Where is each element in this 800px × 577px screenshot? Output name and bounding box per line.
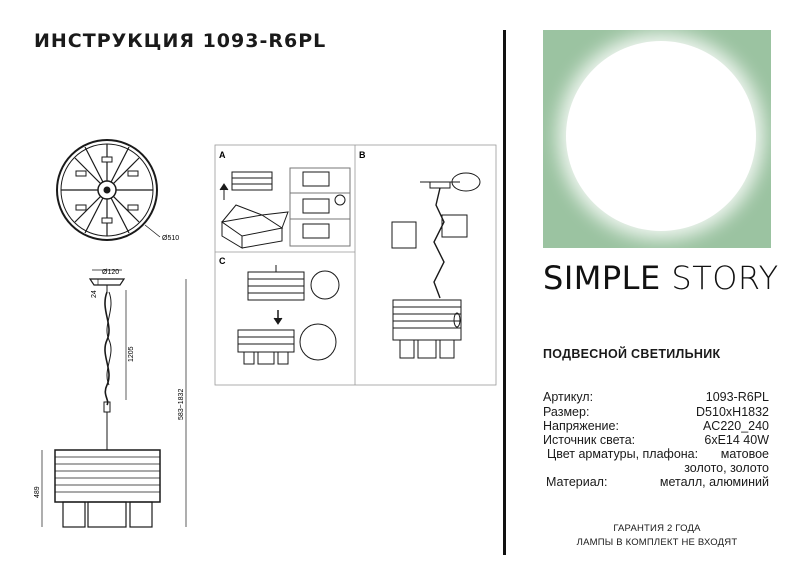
diameter-label: Ø510 — [162, 235, 180, 242]
spec-key: Цвет арматуры, плафона: — [547, 447, 699, 461]
shade-height-label: 489 — [34, 486, 41, 498]
panel-a-illustration — [220, 168, 350, 248]
brand-part2: STORY — [671, 259, 779, 297]
brand-logo — [543, 259, 779, 297]
warranty-note: ГАРАНТИЯ 2 ГОДА — [613, 523, 701, 534]
total-height-label: 583~1832 — [178, 388, 185, 420]
vertical-divider — [503, 30, 506, 555]
spec-value: AC220_240 — [702, 419, 769, 433]
glow-circle — [566, 41, 756, 231]
panel-c-illustration — [238, 265, 339, 364]
spec-value: золото, золото — [684, 461, 769, 475]
side-view — [42, 270, 186, 527]
footer-notes — [543, 522, 771, 550]
spec-key: Источник света: — [543, 433, 636, 447]
canopy-label: Ø120 — [102, 269, 120, 276]
panel-a-label: A — [219, 150, 226, 160]
spec-key: Артикул: — [543, 390, 594, 404]
panel-c-label: C — [219, 256, 226, 266]
page-title: ИНСТРУКЦИЯ 1093-R6PL — [34, 30, 327, 52]
lamps-note: ЛАМПЫ В КОМПЛЕКТ НЕ ВХОДЯТ — [576, 537, 738, 548]
panel-b-illustration — [392, 173, 480, 358]
spec-value: 1093-R6PL — [705, 390, 769, 404]
product-name: ПОДВЕСНОЙ СВЕТИЛЬНИК — [543, 347, 721, 361]
panel-b-label: B — [359, 150, 366, 160]
spec-key: Размер: — [543, 405, 590, 419]
spec-value: матовое — [720, 447, 769, 461]
chain-length-label: 1205 — [128, 346, 135, 362]
spec-key: Напряжение: — [543, 419, 619, 433]
spec-value: 6xE14 40W — [704, 433, 769, 447]
canopy-height-label: 24 — [91, 290, 98, 298]
top-view — [57, 140, 160, 240]
brand-part1: SIMPLE — [543, 259, 661, 297]
spec-value: металл, алюминий — [659, 475, 769, 489]
spec-key: Материал: — [546, 475, 608, 489]
spec-value: D510xH1832 — [696, 405, 769, 419]
